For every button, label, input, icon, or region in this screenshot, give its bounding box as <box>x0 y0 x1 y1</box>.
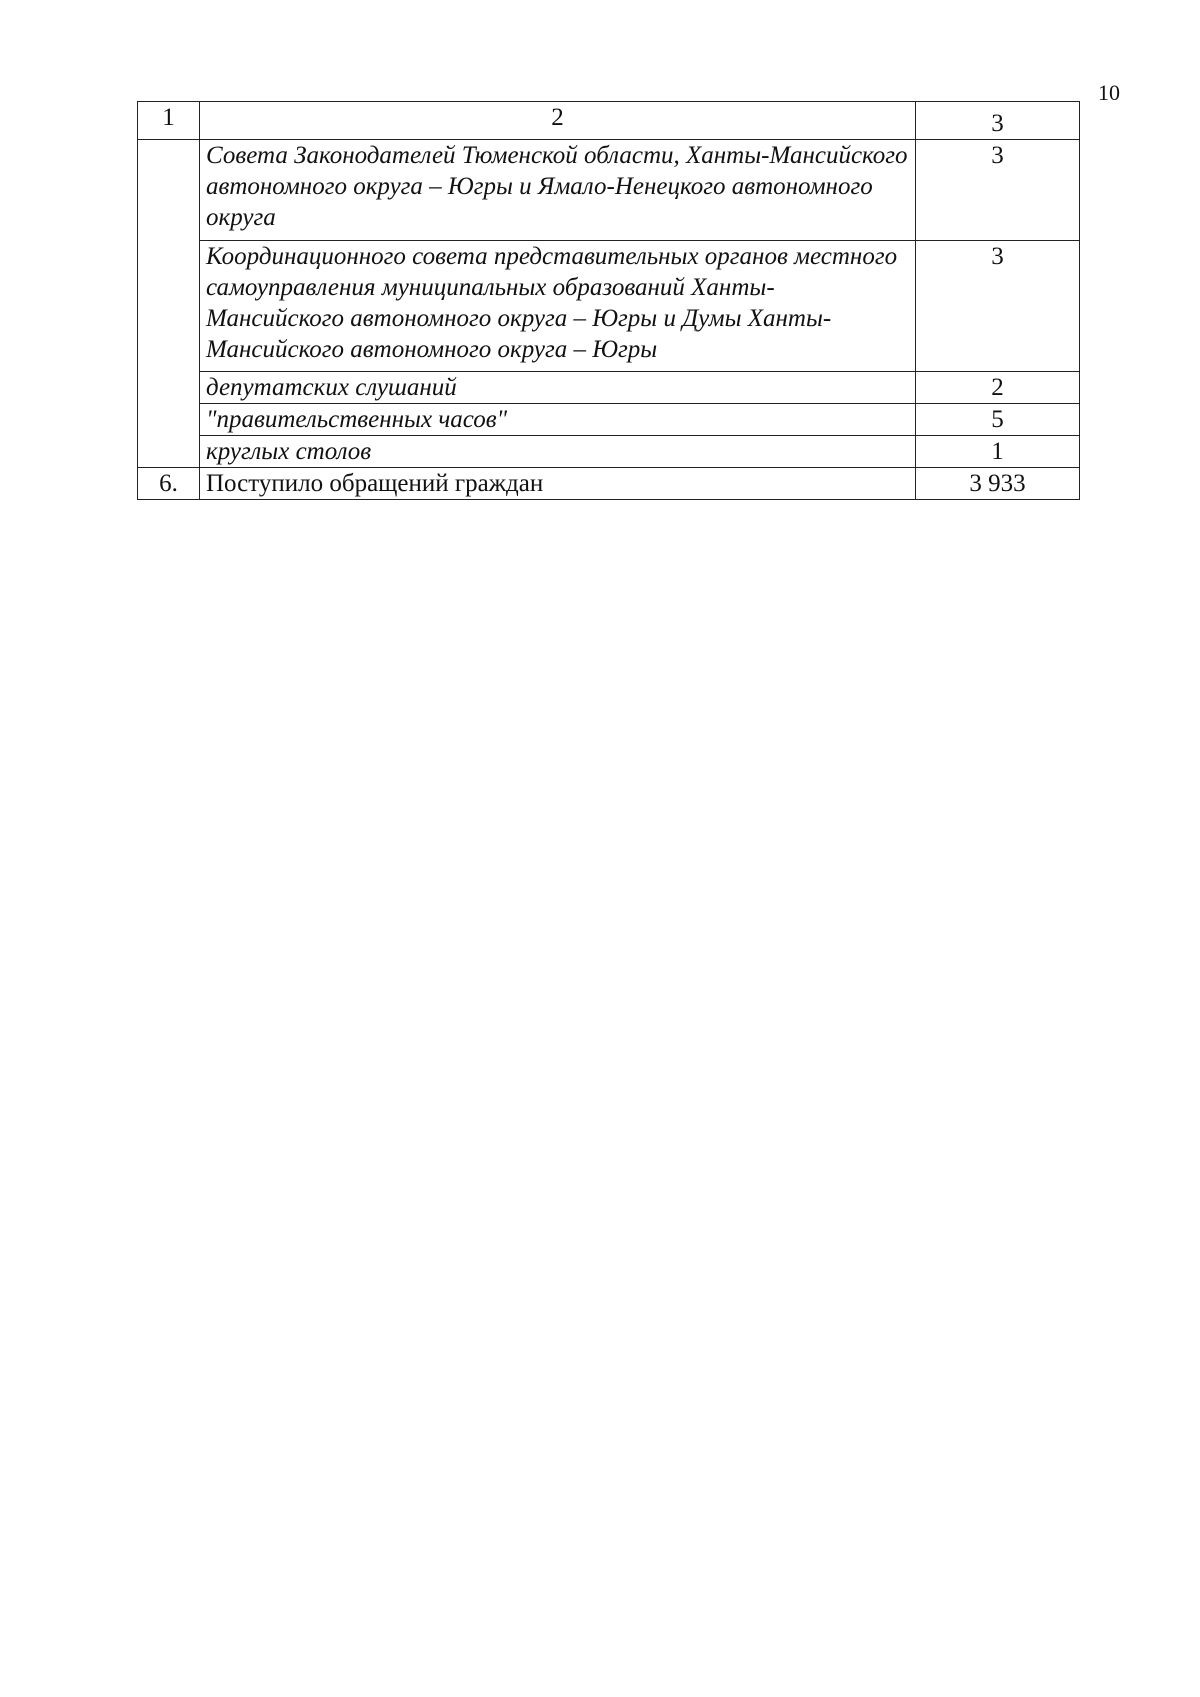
table-header-row <box>138 102 1080 140</box>
row-label: Поступило обращений граждан <box>200 468 916 500</box>
row-label: Координационного совета представительных органов местного самоуправления муниципальных образований Ханты-Мансийского автономного округа – Югры и Думы Ханты-Мансийского автономного округа – Югры <box>200 241 916 372</box>
table-row-total <box>138 468 1080 500</box>
row-value: 1 <box>916 436 1080 468</box>
row-number: 6. <box>138 468 200 500</box>
row-value: 5 <box>916 404 1080 436</box>
table-row <box>138 372 1080 404</box>
merged-number-cell <box>138 140 200 468</box>
row-value: 3 <box>916 140 1080 241</box>
row-label: круглых столов <box>200 436 916 468</box>
row-label: Совета Законодателей Тюменской области, Ханты-Мансийского автономного округа – Югры и Ямало-Ненецкого автономного округа <box>200 140 916 241</box>
row-label: депутатских слушаний <box>200 372 916 404</box>
page-number: 10 <box>1098 80 1120 105</box>
header-col-2: 2 <box>200 102 916 140</box>
row-label: "правительственных часов" <box>200 404 916 436</box>
row-value: 3 <box>916 241 1080 372</box>
report-table <box>137 101 1080 500</box>
row-value: 3 933 <box>916 468 1080 500</box>
table-row <box>138 140 1080 241</box>
header-col-1: 1 <box>138 102 200 140</box>
row-value: 2 <box>916 372 1080 404</box>
header-col-3: 3 <box>916 102 1080 140</box>
table-row <box>138 404 1080 436</box>
table-row <box>138 436 1080 468</box>
table-row <box>138 241 1080 372</box>
